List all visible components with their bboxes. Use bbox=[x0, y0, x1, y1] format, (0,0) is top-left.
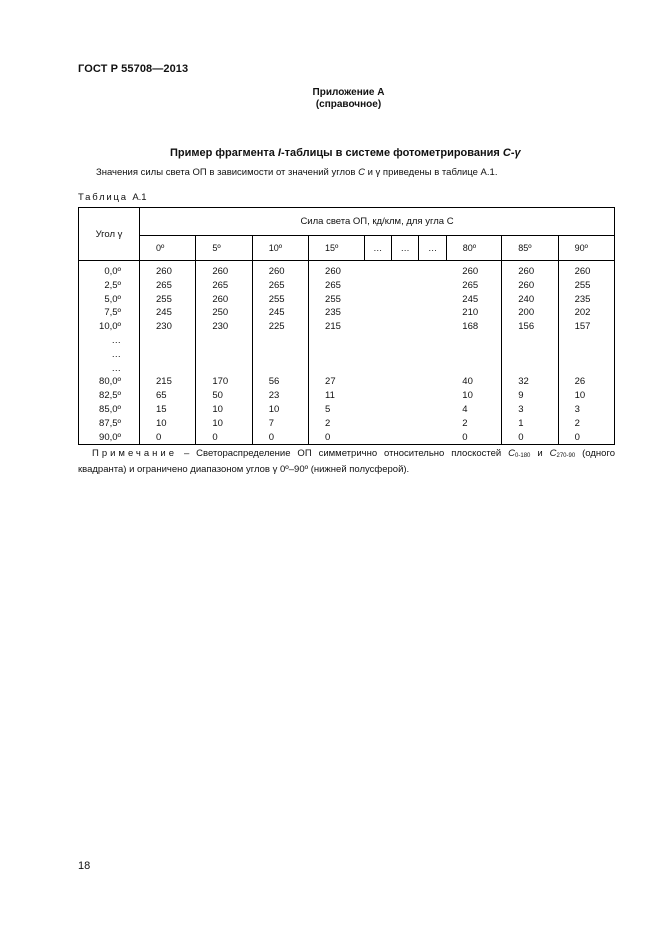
note-text1: – Светораспределение ОП симметрично относительно плоскостей bbox=[177, 448, 509, 459]
note-label: Примечание bbox=[92, 448, 177, 459]
note-gamma: γ bbox=[272, 464, 278, 475]
column-header: … bbox=[391, 235, 418, 260]
value-cell: 240 bbox=[502, 293, 558, 307]
value-cell: 260 bbox=[502, 279, 558, 293]
value-cell: 260 bbox=[558, 261, 614, 279]
table-row bbox=[79, 375, 615, 389]
value-cell bbox=[419, 261, 446, 279]
value-cell bbox=[252, 362, 308, 376]
value-cell bbox=[419, 431, 446, 445]
value-cell bbox=[391, 431, 418, 445]
value-cell: 200 bbox=[502, 306, 558, 320]
value-cell bbox=[391, 279, 418, 293]
value-cell bbox=[364, 431, 391, 445]
value-cell bbox=[364, 334, 391, 348]
column-header: 0º bbox=[140, 235, 196, 260]
table-caption-word: Таблица bbox=[78, 192, 128, 203]
value-cell: 215 bbox=[140, 375, 196, 389]
value-cell: 225 bbox=[252, 320, 308, 334]
value-cell: 230 bbox=[196, 320, 252, 334]
heading-text-middle: -таблицы в системе фотометрирования bbox=[280, 147, 503, 159]
value-cell: 10 bbox=[558, 389, 614, 403]
value-cell bbox=[364, 362, 391, 376]
table-row bbox=[79, 417, 615, 431]
value-cell: 65 bbox=[140, 389, 196, 403]
value-cell: 265 bbox=[252, 279, 308, 293]
value-cell bbox=[140, 362, 196, 376]
value-cell: 260 bbox=[252, 261, 308, 279]
value-cell bbox=[419, 293, 446, 307]
value-cell bbox=[419, 403, 446, 417]
value-cell bbox=[558, 362, 614, 376]
value-cell bbox=[419, 362, 446, 376]
value-cell bbox=[364, 306, 391, 320]
annex-type: (справочное) bbox=[315, 99, 382, 110]
note-text2: (одного квадранта) и ограничено диапазоном углов bbox=[78, 448, 615, 475]
value-cell: 260 bbox=[196, 293, 252, 307]
value-cell bbox=[364, 320, 391, 334]
column-header: 90º bbox=[558, 235, 614, 260]
angle-cell: 80,0º bbox=[79, 375, 140, 389]
value-cell bbox=[502, 334, 558, 348]
angle-cell: 82,5º bbox=[79, 389, 140, 403]
value-cell: 0 bbox=[558, 431, 614, 445]
value-cell bbox=[446, 348, 501, 362]
value-cell bbox=[391, 348, 418, 362]
value-cell bbox=[364, 261, 391, 279]
intro-part2: и bbox=[364, 167, 376, 178]
value-cell bbox=[502, 362, 558, 376]
value-cell bbox=[558, 334, 614, 348]
value-cell: 0 bbox=[252, 431, 308, 445]
value-cell bbox=[252, 334, 308, 348]
value-cell: 260 bbox=[446, 261, 501, 279]
value-cell: 4 bbox=[446, 403, 501, 417]
value-cell: 0 bbox=[502, 431, 558, 445]
value-cell: 245 bbox=[140, 306, 196, 320]
note-and: и bbox=[530, 448, 550, 459]
angle-cell: 0,0º bbox=[79, 261, 140, 279]
value-cell: 7 bbox=[252, 417, 308, 431]
value-cell: 3 bbox=[502, 403, 558, 417]
table-row bbox=[79, 261, 615, 279]
value-cell: 255 bbox=[558, 279, 614, 293]
value-cell: 56 bbox=[252, 375, 308, 389]
value-cell bbox=[391, 320, 418, 334]
value-cell bbox=[419, 375, 446, 389]
angle-cell: 2,5º bbox=[79, 279, 140, 293]
value-cell: 255 bbox=[252, 293, 308, 307]
value-cell: 11 bbox=[309, 389, 364, 403]
column-header-row bbox=[79, 235, 615, 260]
value-cell: 202 bbox=[558, 306, 614, 320]
value-cell: 265 bbox=[446, 279, 501, 293]
column-header: … bbox=[419, 235, 446, 260]
value-cell bbox=[364, 293, 391, 307]
value-cell: 0 bbox=[140, 431, 196, 445]
value-cell bbox=[309, 362, 364, 376]
angle-cell: … bbox=[79, 362, 140, 376]
page-number: 18 bbox=[78, 860, 91, 872]
angle-cell: 7,5º bbox=[79, 306, 140, 320]
value-cell: 250 bbox=[196, 306, 252, 320]
value-cell: 10 bbox=[252, 403, 308, 417]
value-cell: 26 bbox=[558, 375, 614, 389]
intro-part1: Значения силы света ОП в зависимости от значений углов bbox=[96, 167, 359, 178]
angle-cell: 5,0º bbox=[79, 293, 140, 307]
value-cell: 5 bbox=[309, 403, 364, 417]
value-cell bbox=[446, 362, 501, 376]
section-heading bbox=[170, 147, 521, 159]
table-row bbox=[79, 279, 615, 293]
value-cell: 0 bbox=[446, 431, 501, 445]
value-cell: 230 bbox=[140, 320, 196, 334]
value-cell bbox=[309, 334, 364, 348]
angle-cell: 90,0º bbox=[79, 431, 140, 445]
value-cell bbox=[391, 417, 418, 431]
angle-cell: 87,5º bbox=[79, 417, 140, 431]
note-c2-sub: 270-90 bbox=[556, 453, 576, 459]
table-row bbox=[79, 431, 615, 445]
note-text3: 0º–90º (нижней полусферой). bbox=[277, 464, 410, 475]
value-cell: 215 bbox=[309, 320, 364, 334]
value-cell: 1 bbox=[502, 417, 558, 431]
value-cell: 2 bbox=[558, 417, 614, 431]
value-cell: 0 bbox=[196, 431, 252, 445]
value-cell: 10 bbox=[446, 389, 501, 403]
value-cell: 235 bbox=[558, 293, 614, 307]
table-row bbox=[79, 389, 615, 403]
value-cell: 260 bbox=[196, 261, 252, 279]
table-row bbox=[79, 293, 615, 307]
value-cell: 157 bbox=[558, 320, 614, 334]
value-cell: 235 bbox=[309, 306, 364, 320]
value-cell bbox=[309, 348, 364, 362]
column-header: … bbox=[364, 235, 391, 260]
value-cell: 210 bbox=[446, 306, 501, 320]
value-cell bbox=[391, 362, 418, 376]
value-cell bbox=[419, 417, 446, 431]
value-cell: 260 bbox=[140, 261, 196, 279]
value-cell: 0 bbox=[309, 431, 364, 445]
annex-title: Приложение А bbox=[312, 87, 385, 98]
angle-header: Угол γ bbox=[79, 208, 140, 261]
value-cell bbox=[391, 403, 418, 417]
document-standard-header: ГОСТ Р 55708—2013 bbox=[78, 63, 189, 75]
table-caption bbox=[78, 192, 147, 203]
value-cell bbox=[391, 375, 418, 389]
value-cell bbox=[419, 348, 446, 362]
value-cell: 10 bbox=[196, 403, 252, 417]
value-cell: 27 bbox=[309, 375, 364, 389]
value-cell: 168 bbox=[446, 320, 501, 334]
value-cell: 32 bbox=[502, 375, 558, 389]
intro-part3: приведены в таблице А.1. bbox=[380, 167, 498, 178]
angle-cell: … bbox=[79, 348, 140, 362]
angle-cell: 10,0º bbox=[79, 320, 140, 334]
note-c1: C bbox=[508, 448, 516, 459]
table-row bbox=[79, 306, 615, 320]
note-c2: C bbox=[549, 448, 557, 459]
value-cell bbox=[252, 348, 308, 362]
value-cell: 245 bbox=[252, 306, 308, 320]
value-cell: 156 bbox=[502, 320, 558, 334]
table-row bbox=[79, 334, 615, 348]
column-header: 5º bbox=[196, 235, 252, 260]
value-cell bbox=[391, 261, 418, 279]
column-header: 10º bbox=[252, 235, 308, 260]
value-cell: 23 bbox=[252, 389, 308, 403]
value-cell: 255 bbox=[309, 293, 364, 307]
heading-italic-tail: C-γ bbox=[502, 147, 521, 159]
value-cell bbox=[364, 417, 391, 431]
value-cell bbox=[419, 334, 446, 348]
value-cell bbox=[446, 334, 501, 348]
angle-cell: 85,0º bbox=[79, 403, 140, 417]
value-cell bbox=[419, 389, 446, 403]
value-cell: 255 bbox=[140, 293, 196, 307]
value-cell: 3 bbox=[558, 403, 614, 417]
value-cell bbox=[140, 348, 196, 362]
value-cell bbox=[391, 293, 418, 307]
value-cell bbox=[364, 279, 391, 293]
value-cell: 245 bbox=[446, 293, 501, 307]
table-row bbox=[79, 348, 615, 362]
value-cell bbox=[391, 306, 418, 320]
value-cell bbox=[419, 279, 446, 293]
value-cell bbox=[196, 334, 252, 348]
value-cell bbox=[196, 348, 252, 362]
value-cell bbox=[196, 362, 252, 376]
value-cell bbox=[364, 375, 391, 389]
table-note bbox=[78, 447, 615, 477]
table-body bbox=[79, 261, 615, 445]
value-cell: 260 bbox=[502, 261, 558, 279]
table-caption-number: А.1 bbox=[132, 192, 147, 203]
value-cell: 9 bbox=[502, 389, 558, 403]
luminous-intensity-table bbox=[78, 207, 615, 445]
value-cell: 10 bbox=[140, 417, 196, 431]
value-cell: 265 bbox=[309, 279, 364, 293]
table-row bbox=[79, 320, 615, 334]
intro-c: C bbox=[358, 167, 365, 178]
value-cell bbox=[419, 306, 446, 320]
value-cell bbox=[391, 389, 418, 403]
intro-gamma: γ bbox=[375, 167, 381, 178]
value-cell: 10 bbox=[196, 417, 252, 431]
note-c1-sub: 0-180 bbox=[515, 453, 531, 459]
value-cell bbox=[391, 334, 418, 348]
value-cell bbox=[364, 403, 391, 417]
value-cell: 265 bbox=[196, 279, 252, 293]
value-cell: 40 bbox=[446, 375, 501, 389]
value-cell bbox=[558, 348, 614, 362]
table-row bbox=[79, 403, 615, 417]
value-cell bbox=[364, 389, 391, 403]
column-header: 80º bbox=[446, 235, 501, 260]
value-cell bbox=[364, 348, 391, 362]
heading-text-before: Пример фрагмента bbox=[170, 147, 278, 159]
table-row bbox=[79, 362, 615, 376]
value-cell: 170 bbox=[196, 375, 252, 389]
column-header: 85º bbox=[502, 235, 558, 260]
angle-cell: … bbox=[79, 334, 140, 348]
value-cell: 2 bbox=[309, 417, 364, 431]
value-cell: 265 bbox=[140, 279, 196, 293]
intro-paragraph bbox=[96, 167, 497, 178]
value-cell: 260 bbox=[309, 261, 364, 279]
value-cell: 50 bbox=[196, 389, 252, 403]
value-cell bbox=[502, 348, 558, 362]
intensity-group-header: Сила света ОП, кд/клм, для угла C bbox=[140, 208, 615, 236]
value-cell: 2 bbox=[446, 417, 501, 431]
value-cell bbox=[419, 320, 446, 334]
value-cell: 15 bbox=[140, 403, 196, 417]
heading-italic-I: I bbox=[277, 147, 281, 159]
column-header: 15º bbox=[309, 235, 364, 260]
value-cell bbox=[140, 334, 196, 348]
